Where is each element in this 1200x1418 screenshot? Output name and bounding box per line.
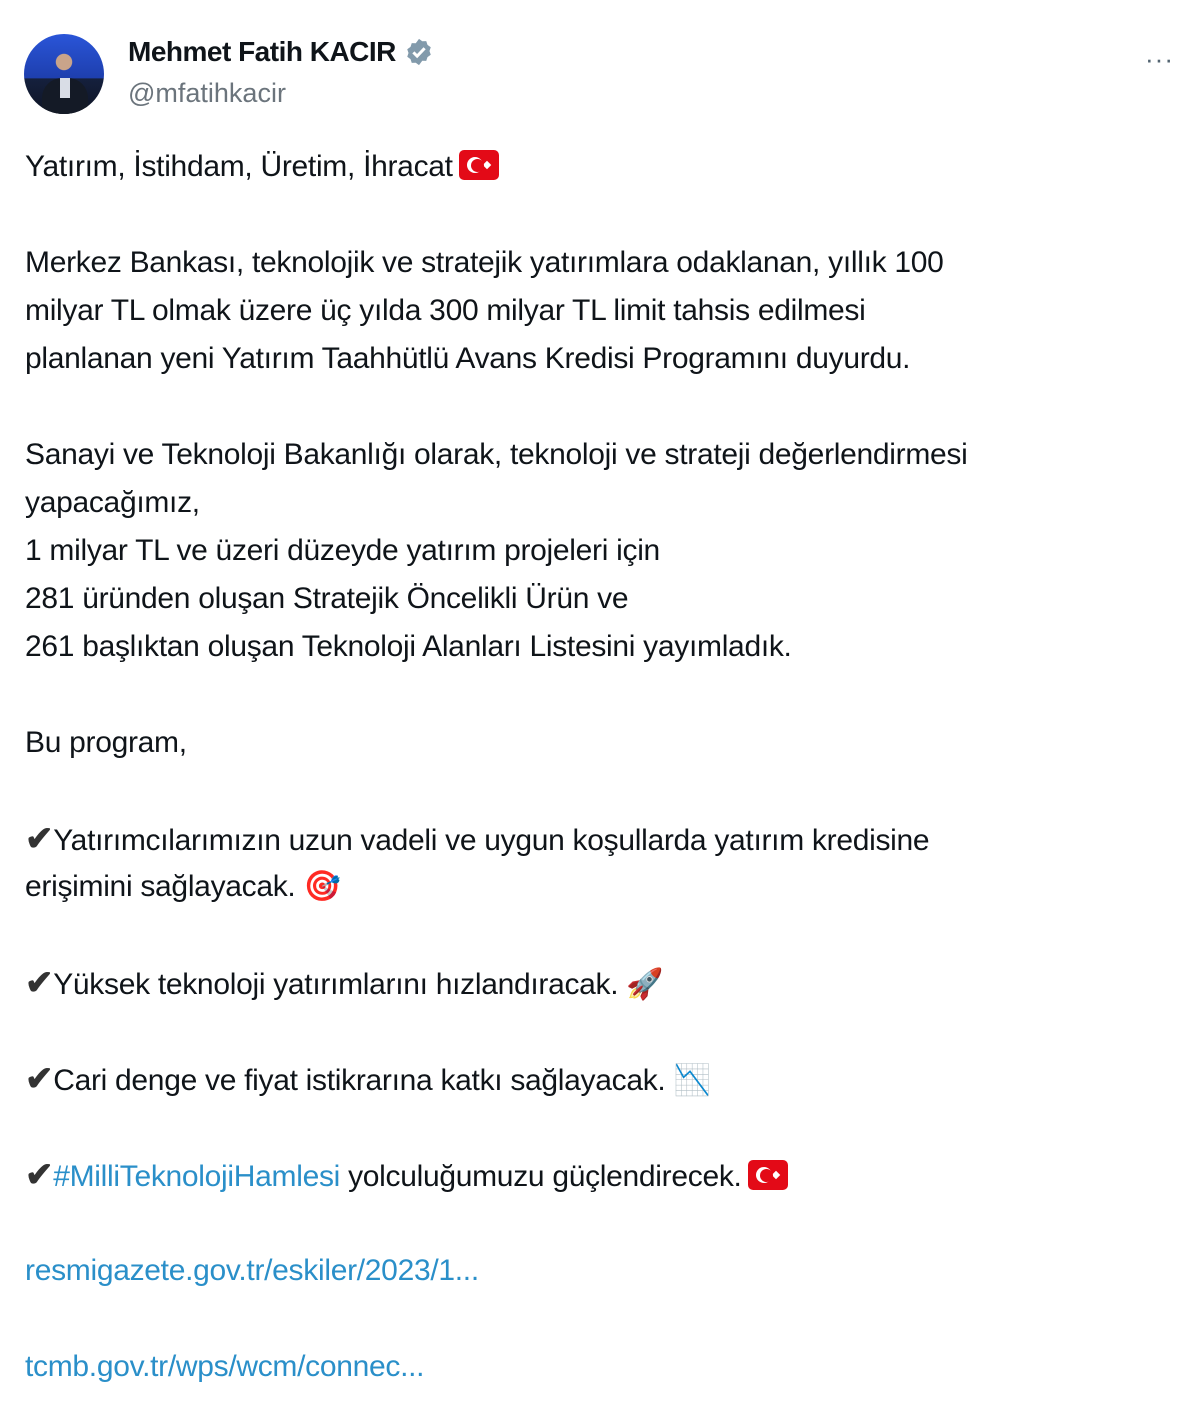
turkey-flag-icon bbox=[459, 150, 499, 180]
paragraph-line: 261 başlıktan oluşan Teknoloji Alanları Listesini yayımladık. bbox=[25, 630, 792, 663]
target-emoji-icon: 🎯 bbox=[303, 870, 341, 903]
tweet-header bbox=[24, 34, 1174, 114]
resmigazete-link[interactable]: resmigazete.gov.tr/eskiler/2023/1... bbox=[25, 1254, 479, 1287]
check-icon: ✔ bbox=[25, 820, 54, 858]
paragraph-line: Sanayi ve Teknoloji Bakanlığı olarak, teknoloji ve strateji değerlendirmesi bbox=[25, 438, 968, 471]
verified-badge-icon bbox=[404, 37, 434, 67]
paragraph-line: 1 milyar TL ve üzeri düzeyde yatırım projeleri için bbox=[25, 534, 660, 567]
paragraph-line: milyar TL olmak üzere üç yılda 300 milyar TL limit tahsis edilmesi bbox=[25, 294, 866, 327]
bullet-item: ✔Yatırımcılarımızın uzun vadeli ve uygun koşullarda yatırım kredisine bbox=[25, 820, 930, 858]
tweet-text bbox=[25, 143, 967, 1391]
check-icon: ✔ bbox=[25, 964, 54, 1002]
avatar[interactable] bbox=[24, 34, 104, 114]
author-handle[interactable]: @mfatihkacir bbox=[128, 78, 286, 108]
bullet-item: ✔#MilliTeknolojiHamlesi yolculuğumuzu güçlendirecek. bbox=[25, 1151, 967, 1199]
rocket-emoji-icon: 🚀 bbox=[626, 968, 664, 1001]
bullet-item: ✔Cari denge ve fiyat istikrarına katkı sağlayacak. 📉 bbox=[25, 1055, 967, 1103]
paragraph-line: planlanan yeni Yatırım Taahhütlü Avans Kredisi Programını duyurdu. bbox=[25, 342, 911, 375]
tweet-title: Yatırım, İstihdam, Üretim, İhracat bbox=[25, 143, 967, 191]
tcmb-link[interactable]: tcmb.gov.tr/wps/wcm/connec... bbox=[25, 1350, 425, 1383]
paragraph-line: 281 üründen oluşan Stratejik Öncelikli Ürün ve bbox=[25, 582, 629, 615]
paragraph-line: yapacağımız, bbox=[25, 486, 200, 519]
paragraph-line: Merkez Bankası, teknolojik ve stratejik yatırımlara odaklanan, yıllık 100 bbox=[25, 246, 944, 279]
more-options-icon[interactable]: ··· bbox=[1145, 44, 1174, 74]
chart-decreasing-emoji-icon: 📉 bbox=[673, 1064, 711, 1097]
check-icon: ✔ bbox=[25, 1156, 54, 1194]
author-name[interactable]: Mehmet Fatih KACIR bbox=[128, 36, 396, 67]
bullet-item-cont: erişimini sağlayacak. 🎯 bbox=[25, 863, 967, 911]
hashtag-link[interactable]: #MilliTeknolojiHamlesi bbox=[53, 1160, 341, 1193]
bullet-item: ✔Yüksek teknoloji yatırımlarını hızlandıracak. 🚀 bbox=[25, 959, 967, 1007]
paragraph-line: Bu program, bbox=[25, 726, 187, 759]
check-icon: ✔ bbox=[25, 1060, 54, 1098]
turkey-flag-icon bbox=[748, 1160, 788, 1190]
